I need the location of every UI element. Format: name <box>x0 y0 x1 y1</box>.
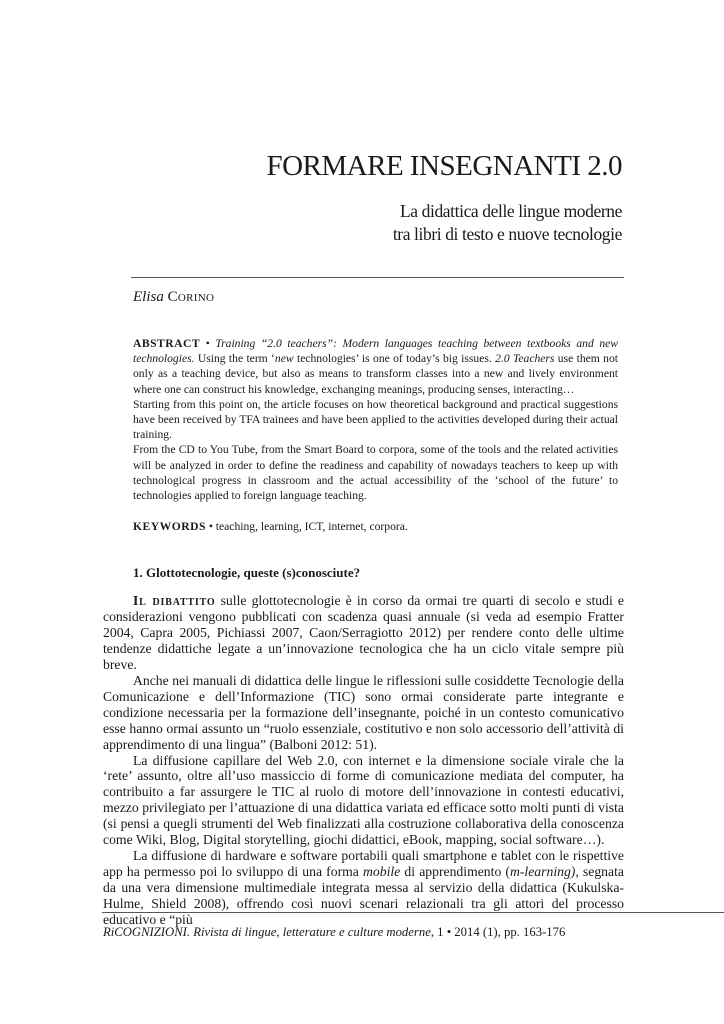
keywords-line <box>133 519 618 534</box>
paragraph-lead-in: Il dibattito <box>133 593 216 608</box>
abstract-paragraph-1 <box>133 336 618 397</box>
abstract-label: ABSTRACT <box>133 337 201 350</box>
paragraph-text: , segnata da una vera dimensione multimediale integrata messa al servizio della didattica (Kukulska-Hulme, Shield 2008), offrendo così nuovi scenari relazionali tra gli attori del processo educativo e “più <box>103 864 624 928</box>
footer-divider <box>102 912 724 913</box>
abstract-text: use them not only as a teaching device, but also as means to transform classes into a new and lively environment where one can construct his knowledge, exchanging meanings, producing senses, interacting… <box>133 352 618 396</box>
keywords-label: KEYWORDS <box>133 520 206 533</box>
abstract-paragraph-3: From the CD to You Tube, from the Smart Board to corpora, some of the tools and the related activities will be analyzed in order to define the readiness and capability of nowadays teachers to keep up with technological progress in classroom and the actual accessibility of the ‘school of the future’ to technologies applied to foreign language teaching. <box>133 443 618 503</box>
body-paragraph-2: Anche nei manuali di didattica delle lingue le riflessioni sulle cosiddette Tecnologie della Comunicazione e dell’Informazione (TIC) sono ormai considerate parte integrante e condizione necessaria per la formazione dell’insegnante, poiché in un contesto comunicativo esse hanno ormai assunto un “ruolo essenziale, costitutivo e non solo accessorio dell’attività di apprendimento di una lingua” (Balboni 2012: 51). <box>103 672 624 752</box>
subtitle-line-2: tra libri di testo e nuove tecnologie <box>392 224 622 244</box>
article-title: FORMARE INSEGNANTI 2.0 <box>266 150 622 182</box>
journal-name: RiCOGNIZIONI. Rivista di lingue, letterature e culture moderne <box>103 925 431 939</box>
abstract-block <box>133 336 618 503</box>
abstract-english-title: Training “2.0 teachers”: Modern languages teaching between textbooks and new technologies. <box>133 337 618 366</box>
body-paragraph-3: La diffusione capillare del Web 2.0, con internet e la dimensione sociale virale che la ‘rete’ assunto, oltre all’uso massiccio di forme di comunicazione mediata del computer, ha contribuito a far assurgere le TIC al ruolo di motore dell’innovazione in contesti educativi, mezzo privilegiato per l’attuazione di una didattica variata ed efficace sotto molti punti di vista (si pensi a quegli strumenti del Web finalizzati alla costruzione collaborativa della conoscenza come Wiki, Blog, Digital storytelling, giochi didattici, eBook, mapping, social software…). <box>103 752 624 848</box>
abstract-text: technologies’ is one of today’s big issues. <box>293 352 496 366</box>
keywords-text: teaching, learning, ICT, internet, corpora. <box>215 520 408 533</box>
author-last-name: Corino <box>167 289 215 305</box>
paragraph-emphasis: mobile <box>363 864 401 880</box>
journal-footer <box>103 925 565 940</box>
keywords-separator: • <box>205 520 216 533</box>
journal-issue: , 1 • 2014 (1), pp. 163-176 <box>430 925 566 939</box>
header-divider <box>131 277 624 278</box>
paragraph-text: sulle glottotecnologie è in corso da ormai tre quarti di secolo e studi e considerazioni vengono pubblicati con scadenza quasi annuale (si veda ad esempio Fratter 2004, Capra 2005, Pichiassi 2007, Caon/Serragiotto 2012) per rendere conto delle ultime tendenze didattiche legate a un’innovazione tecnologica che ha un ciclo vitale sempre più breve. <box>103 593 624 672</box>
paragraph-text: La diffusione di hardware e software portabili quali smartphone e tablet con le rispettive app ha permesso poi lo sviluppo di una forma <box>103 848 624 880</box>
body-text <box>103 593 624 928</box>
abstract-paragraph-2: Starting from this point on, the article focuses on how theoretical background and practical suggestions have been received by TFA trainees and have been applied to the activities developed during their actual training. <box>133 397 618 442</box>
abstract-separator: • <box>200 337 216 350</box>
abstract-emphasis: new <box>274 352 294 366</box>
abstract-text: Using the term ‘ <box>194 352 275 366</box>
article-subtitle <box>393 200 622 246</box>
abstract-emphasis: 2.0 Teachers <box>495 352 555 366</box>
paragraph-emphasis: m-learning) <box>509 864 576 880</box>
paragraph-text: di apprendimento ( <box>400 864 510 880</box>
section-heading: 1. Glottotecnologie, queste (s)conosciute? <box>133 565 361 580</box>
author-first-name: Elisa <box>133 289 164 305</box>
body-paragraph-4 <box>103 848 624 928</box>
body-paragraph-1 <box>103 593 624 673</box>
subtitle-line-1: La didattica delle lingue moderne <box>400 201 622 221</box>
author-name <box>133 289 214 306</box>
